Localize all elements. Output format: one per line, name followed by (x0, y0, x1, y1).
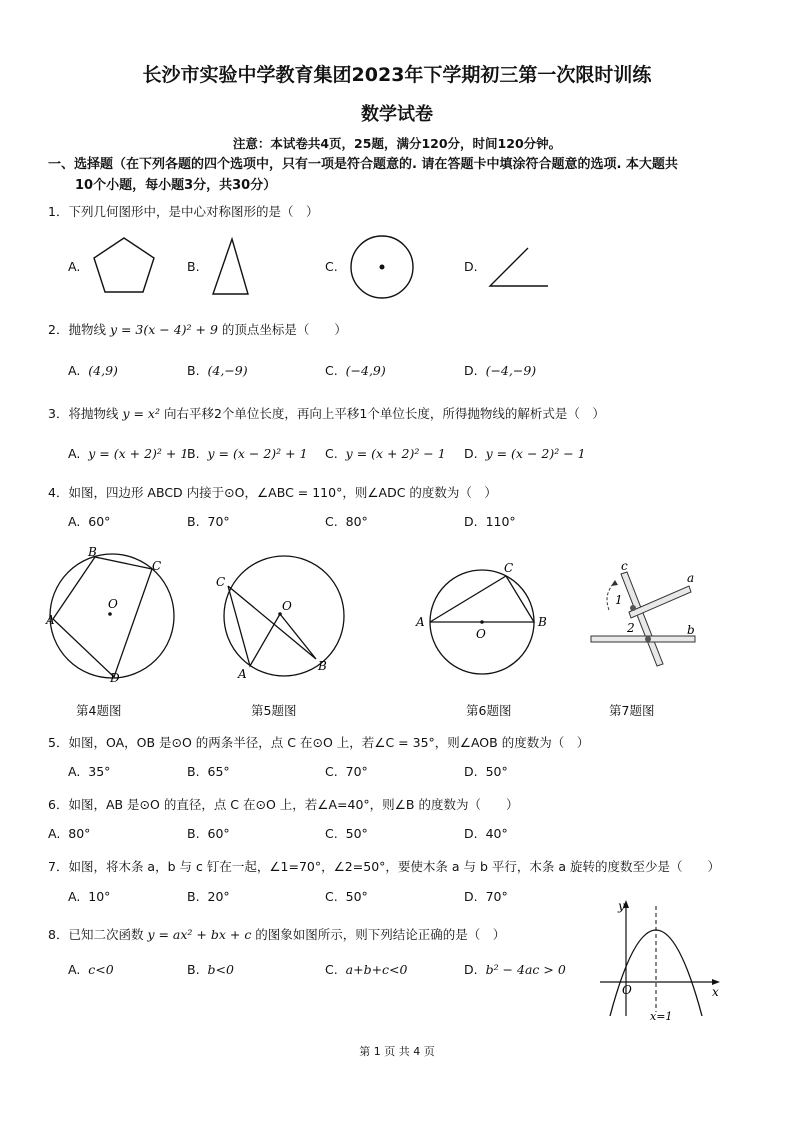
fig4-label-b: B (88, 545, 97, 559)
q4-option-c: C. 80° (325, 514, 368, 529)
fig4-label-c: C (152, 559, 162, 573)
q7-stem: 7．如图，将木条 a，b 与 c 钉在一起，∠1=70°，∠2=50°，要使木条 a 与 b 平行，木条 a 旋转的度数至少是（ ） (48, 859, 720, 874)
angle-figure (486, 244, 552, 292)
q7-option-a: A. 10° (68, 889, 111, 904)
caption-fig6: 第6题图 (466, 703, 512, 718)
pentagon-figure (90, 234, 160, 298)
q3-option-b: B. y = (x − 2)² + 1 (187, 446, 308, 461)
q7-option-d: D. 70° (464, 889, 508, 904)
q2-option-c: C. (−4,9) (325, 363, 386, 378)
fig5-label-b: B (318, 659, 327, 673)
page-footer: 第 1 页 共 4 页 (359, 1045, 435, 1058)
q1-option-c-label: C. (325, 259, 338, 274)
q6-option-d: D. 40° (464, 826, 508, 841)
triangle-figure (208, 234, 254, 298)
exam-subtitle: 数学试卷 (361, 104, 433, 125)
q5-stem: 5．如图，OA，OB 是⊙O 的两条半径，点 C 在⊙O 上，若∠C = 35°，则∠AOB 的度数为（ ） (48, 735, 590, 750)
fig4-label-a: A (46, 613, 55, 627)
q2-formula: y = 3(x − 4)² + 9 (109, 322, 218, 337)
exam-note: 注意：本试卷共4页，25题，满分120分，时间120分钟。 (232, 136, 562, 151)
fig5-label-a: A (238, 667, 247, 681)
fig7-label-2: 2 (627, 621, 635, 635)
q8-graph-x-label: x (712, 985, 719, 999)
figure-5 (212, 548, 352, 688)
fig6-label-c: C (504, 561, 514, 575)
q8-graph-y-label: y (618, 899, 625, 913)
q5-option-d: D. 50° (464, 764, 508, 779)
q3-option-c: C. y = (x + 2)² − 1 (325, 446, 446, 461)
exam-title: 长沙市实验中学教育集团2023年下学期初三第一次限时训练 (142, 64, 652, 86)
fig7-label-1: 1 (615, 593, 623, 607)
fig4-label-d: D (110, 671, 120, 684)
q3-option-a: A. y = (x + 2)² + 1 (68, 446, 189, 461)
q2-option-b: B. (4,−9) (187, 363, 248, 378)
figure-7 (585, 560, 705, 680)
q3-formula: y = x² (122, 406, 160, 421)
q8-parabola-graph (596, 898, 726, 1022)
q2-stem: 2．抛物线 y = 3(x − 4)² + 9 的顶点坐标是（ ） (48, 322, 347, 337)
q1-option-b-label: B. (187, 259, 200, 274)
q8-stem: 8．已知二次函数 y = ax² + bx + c 的图象如图所示，则下列结论正确的是（ ） (48, 927, 506, 942)
q8-option-c: C. a+b+c<0 (325, 962, 408, 977)
q8-graph-axis-label: x=1 (650, 1010, 673, 1022)
fig5-label-c: C (216, 575, 226, 589)
q5-option-b: B. 65° (187, 764, 230, 779)
circle-figure (346, 234, 418, 300)
q2-option-a: A. (4,9) (68, 363, 118, 378)
q6-option-c: C. 50° (325, 826, 368, 841)
fig5-label-o: O (282, 599, 292, 613)
fig7-label-a: a (687, 571, 695, 585)
caption-fig4: 第4题图 (76, 703, 122, 718)
caption-fig5: 第5题图 (251, 703, 297, 718)
q6-stem: 6．如图，AB 是⊙O 的直径，点 C 在⊙O 上，若∠A=40°，则∠B 的度数为（ ） (48, 797, 519, 812)
q8-option-b: B. b<0 (187, 962, 234, 977)
section-heading-line2: 10个小题，每小题3分，共30分） (75, 178, 277, 193)
q7-option-c: C. 50° (325, 889, 368, 904)
q8-graph-origin-label: O (622, 983, 632, 997)
fig7-label-b: b (687, 623, 695, 637)
caption-fig7: 第7题图 (609, 703, 655, 718)
fig6-label-a: A (416, 615, 425, 629)
q8-option-d: D. b² − 4ac > 0 (464, 962, 566, 977)
fig7-label-c: c (621, 560, 628, 573)
q4-option-a: A. 60° (68, 514, 111, 529)
q2-option-d: D. (−4,−9) (464, 363, 537, 378)
fig4-label-o: O (108, 597, 118, 611)
q3-option-d: D. y = (x − 2)² − 1 (464, 446, 586, 461)
q1-option-d-label: D. (464, 259, 478, 274)
q4-option-d: D. 110° (464, 514, 516, 529)
q5-option-c: C. 70° (325, 764, 368, 779)
q6-option-b: B. 60° (187, 826, 230, 841)
q4-option-b: B. 70° (187, 514, 230, 529)
q5-option-a: A. 35° (68, 764, 111, 779)
figure-6 (410, 552, 560, 682)
q3-stem: 3．将抛物线 y = x² 向右平移2个单位长度，再向上平移1个单位长度，所得抛物线的解析式是（ ） (48, 406, 605, 421)
q7-option-b: B. 20° (187, 889, 230, 904)
q6-option-a: A. 80° (48, 826, 91, 841)
section-heading-line1: 一、选择题（在下列各题的四个选项中，只有一项是符合题意的. 请在答题卡中填涂符合题意的选项. 本大题共 (48, 157, 678, 172)
fig6-label-o: O (476, 627, 486, 641)
q1-option-a-label: A. (68, 259, 81, 274)
q4-stem: 4．如图，四边形 ABCD 内接于⊙O，∠ABC = 110°，则∠ADC 的度数为（ ） (48, 485, 497, 500)
q8-option-a: A. c<0 (68, 962, 114, 977)
figure-4 (40, 544, 180, 684)
fig6-label-b: B (538, 615, 547, 629)
q8-formula: y = ax² + bx + c (147, 927, 252, 942)
q1-stem: 1．下列几何图形中，是中心对称图形的是（ ） (48, 204, 319, 219)
